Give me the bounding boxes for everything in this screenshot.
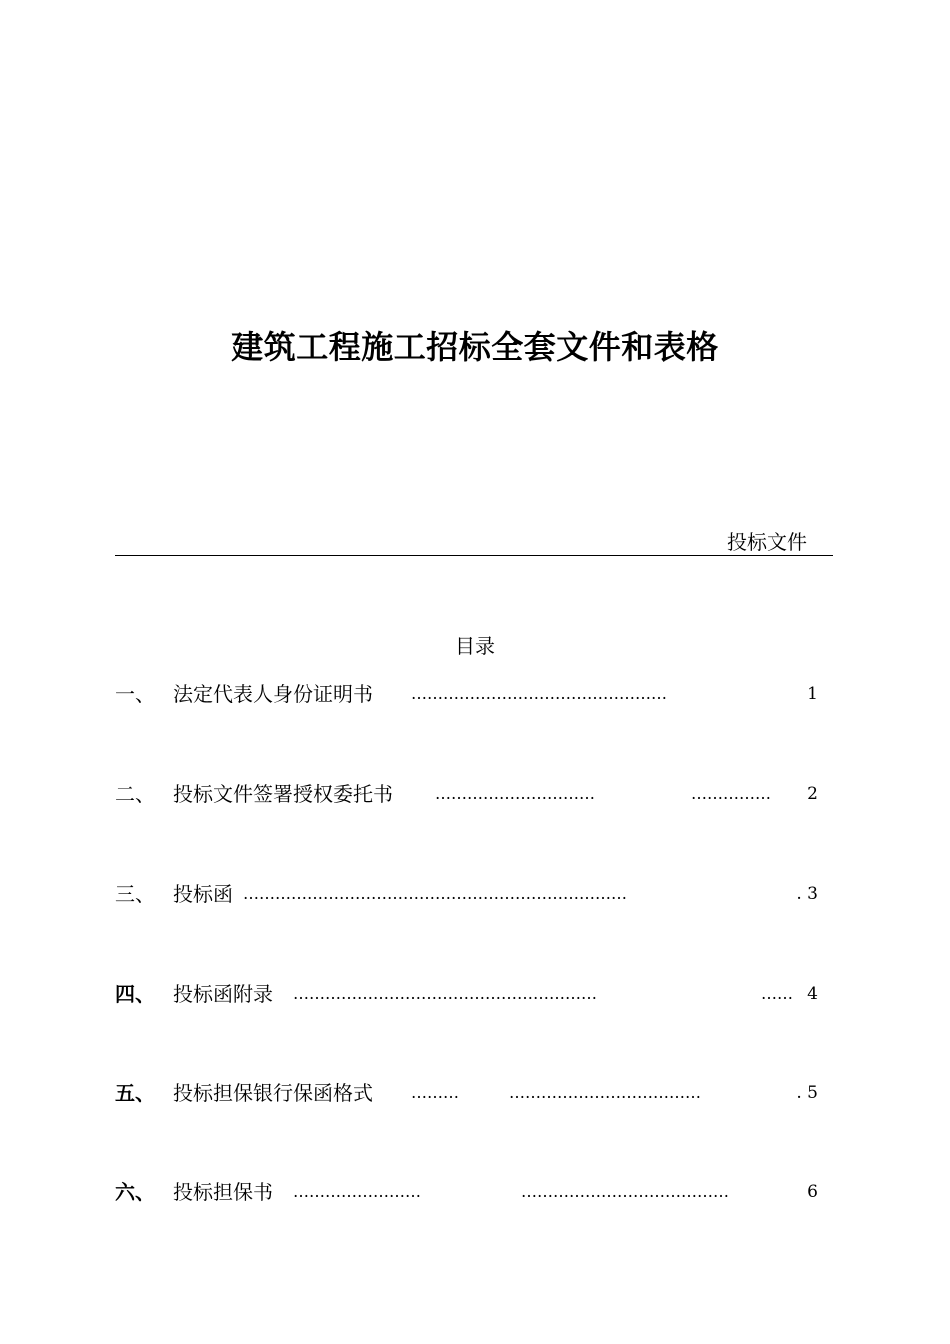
toc-item[interactable] [115,1079,818,1107]
toc-item-number: 四、 [115,982,155,1006]
toc-item-number: 三、 [115,882,155,906]
toc-item-page: . 5 [796,1083,818,1103]
document-title: 建筑工程施工招标全套文件和表格 [231,328,719,366]
toc-item-page: 6 [807,1182,818,1202]
toc-dot-leader: …………………… [293,1182,421,1201]
toc-dot-leader: ……………………………… [509,1083,701,1102]
toc-heading: 目录 [455,634,495,658]
toc-dot-leader: …………… [691,784,771,803]
toc-item[interactable] [115,780,818,808]
toc-dot-leader: ………………………………… [521,1182,729,1201]
toc-item-number: 六、 [115,1180,155,1204]
toc-dot-leader: ……… [411,1083,459,1102]
toc-dot-leader: …… [761,984,793,1003]
toc-item[interactable] [115,880,818,908]
toc-item[interactable] [115,980,818,1008]
toc-dot-leader: ………………………………………… [411,684,667,703]
header-label: 投标文件 [727,530,807,554]
toc-dot-leader: ………………………………………………… [293,984,597,1003]
toc-dot-leader: ……………………………………………………………… [243,884,627,903]
toc-item-number: 二、 [115,782,155,806]
toc-item-page: 1 [807,684,818,704]
toc-item-label: 投标担保银行保函格式 [173,1081,373,1105]
toc-item-label: 投标担保书 [173,1180,273,1204]
toc-item-page: 4 [807,984,818,1004]
toc-item[interactable] [115,680,818,708]
toc-item-page: . 3 [796,884,818,904]
toc-item-number: 一、 [115,682,155,706]
toc-item-label: 投标函附录 [173,982,273,1006]
toc-item-page: 2 [807,784,818,804]
toc-item-label: 投标文件签署授权委托书 [173,782,393,806]
toc-dot-leader: ………………………… [435,784,595,803]
toc-item-number: 五、 [115,1081,155,1105]
toc-item-label: 法定代表人身份证明书 [173,682,373,706]
header-rule [115,555,833,556]
toc-item-label: 投标函 [173,882,233,906]
toc-item[interactable] [115,1178,818,1206]
